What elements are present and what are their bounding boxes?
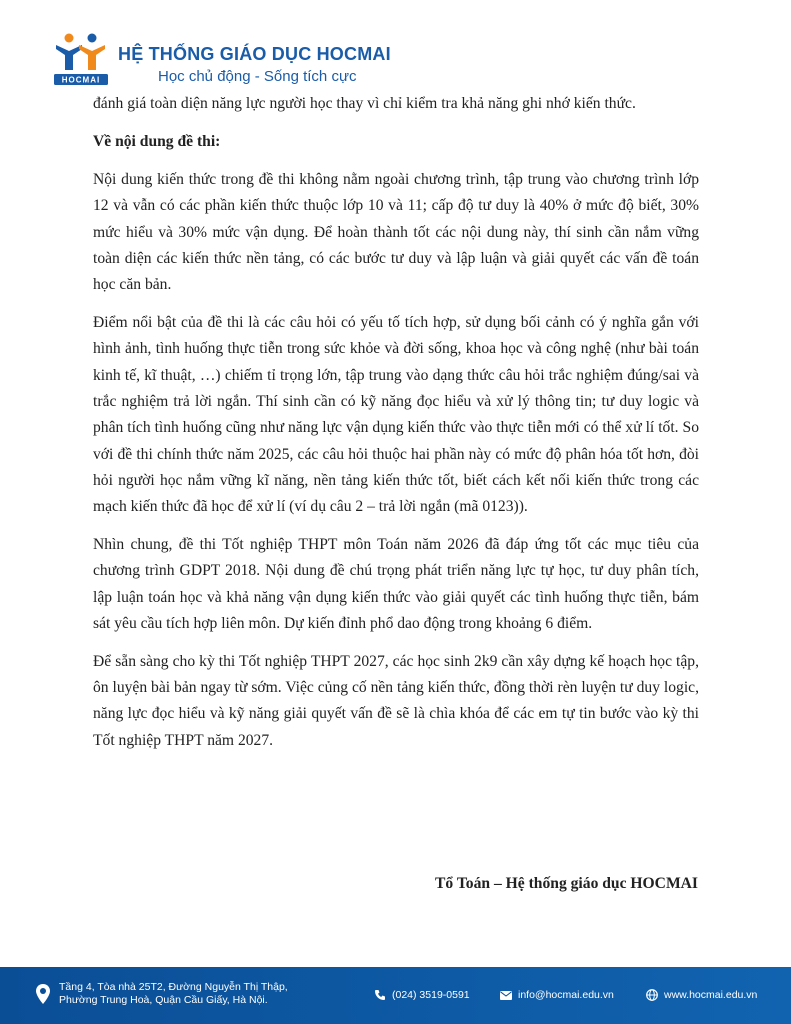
footer-website[interactable] [646,989,757,1001]
document-body [93,91,699,765]
brand-title: HỆ THỐNG GIÁO DỤC HOCMAI [118,44,391,64]
phone-number: (024) 3519-0591 [392,989,470,1001]
paragraph-content: Nội dung kiến thức trong đề thi không nằm ngoài chương trình, tập trung vào chương trình lớp 12 và vẫn có các phần kiến thức thuộc lớp 10 và 11; cấp độ tư duy là 40% ở mức độ biết, 30% mức hiểu và 30% mức vận dụng. Để hoàn thành tốt các nội dung này, thí sinh cần nắm vững toàn diện các kiến thức nền tảng, có các bước tư duy và lập luận và giải quyết các vấn đề toán học căn bản. [93,171,699,294]
page-header [52,30,472,88]
footer-address [36,981,288,1007]
brand-slogan: Học chủ động - Sống tích cực [158,68,357,85]
website-url: www.hocmai.edu.vn [664,989,758,1001]
email-address: info@hocmai.edu.vn [518,989,614,1001]
footer-email[interactable] [500,989,614,1001]
paragraph-advice: Để sẵn sàng cho kỳ thi Tốt nghiệp THPT 2027, các học sinh 2k9 cần xây dựng kế hoạch học tập, ôn luyện bài bản ngay từ sớm. Việc củng cố nền tảng kiến thức, đồng thời rèn luyện tư duy logic, năng lực đọc hiểu và kỹ năng giải quyết vấn đề sẽ là chìa khóa để các em tự tin bước vào kỳ thi Tốt nghiệp THPT năm 2027. [93,652,699,749]
page-footer [0,967,791,1024]
section-heading: Về nội dung đề thi: [93,132,221,150]
phone-icon [374,989,386,1001]
paragraph-highlights: Điểm nổi bật của đề thi là các câu hỏi có yếu tố tích hợp, sử dụng bối cảnh có ý nghĩa gắn với hình ảnh, tình huống thực tiễn trong sức khỏe và đời sống, khoa học và công nghệ (như bài toán kinh tế, kĩ thuật, …) chiếm tỉ trọng lớn, tập trung vào dạng thức câu hỏi trắc nghiệm đúng/sai và trắc nghiệm trả lời ngắn. Thí sinh cần có kỹ năng đọc hiểu và xử lý thông tin; tư duy logic và phân tích tình huống cũng như năng lực vận dụng kiến thức vào thực tiễn mới có thể xử lí tốt. So với đề thi chính thức năm 2025, các câu hỏi thuộc hai phần này có mức độ phân hóa tốt hơn, đòi hỏi người học nắm vững kĩ năng, nền tảng kiến thức tốt, biết cách kết nối kiến thức trong các mạch kiến thức đã học để xử lí (ví dụ câu 2 – trả lời ngắn (mã 0123)). [93,314,699,516]
mail-icon [500,991,512,1000]
location-pin-icon [36,984,50,1004]
logo-text: HOCMAI [61,75,101,85]
signature: Tổ Toán – Hệ thống giáo dục HOCMAI [435,875,698,892]
footer-phone[interactable] [374,989,470,1001]
hocmai-logo [52,32,110,86]
address-line-2: Phường Trung Hoà, Quận Cầu Giấy, Hà Nội. [59,994,268,1006]
globe-icon [646,989,658,1001]
paragraph-summary: Nhìn chung, đề thi Tốt nghiệp THPT môn Toán năm 2026 đã đáp ứng tốt các mục tiêu của chương trình GDPT 2018. Nội dung đề chú trọng phát triển năng lực tự học, tư duy phân tích, lập luận toán học và khả năng vận dụng kiến thức vào giải quyết các tình huống thực tiễn, bám sát yêu cầu tích hợp liên môn. Dự kiến đỉnh phổ dao động trong khoảng 6 điểm. [93,535,699,632]
paragraph-intro-continuation: đánh giá toàn diện năng lực người học thay vì chỉ kiểm tra khả năng ghi nhớ kiến thức. [93,95,636,112]
address-line-1: Tầng 4, Tòa nhà 25T2, Đường Nguyễn Thị Thập, [59,981,288,993]
